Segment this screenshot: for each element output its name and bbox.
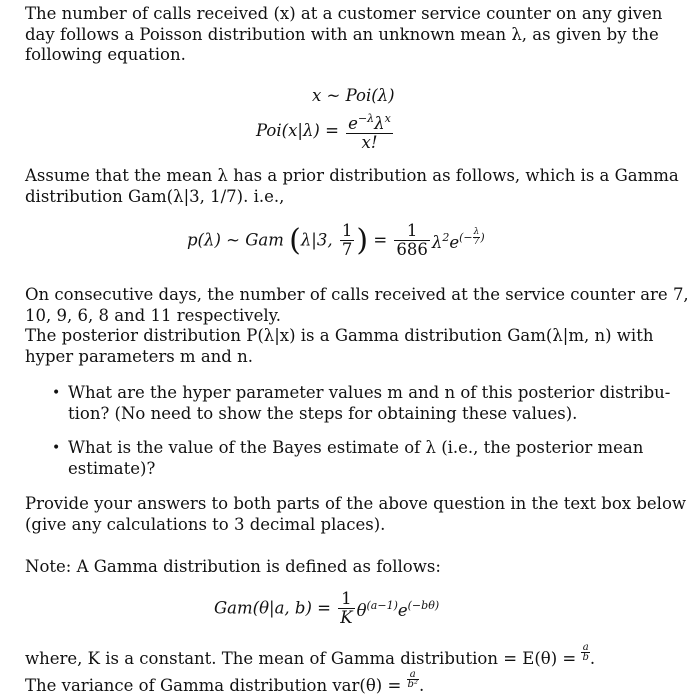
prior-gamma-equation [187,222,485,259]
note-line: Note: A Gamma distribution is defined as follows: [25,557,441,576]
fraction-denominator: K [340,608,353,627]
square-power: 2 [442,230,450,244]
fraction-denominator: 686 [396,240,428,259]
mean-line [25,643,675,670]
fraction-numerator: 1 [341,221,353,240]
note-paragraph [25,557,630,578]
poisson-equation-text: x ~ Poi(λ) [312,86,395,105]
prior-paragraph [25,166,679,207]
question-bullet-2 [68,438,644,479]
data-line: 10, 9, 6, 8 and 11 respectively. [25,305,282,325]
exp-base: e [348,114,358,133]
data-paragraph [25,285,689,367]
poisson-pmf-denominator: x! [361,133,378,152]
fraction-denominator: b² [407,678,418,690]
prior-scale-fraction [340,222,355,259]
prior-kernel [431,226,485,252]
fraction-denominator: 7 [341,240,353,259]
fraction-denominator: 7 [473,236,480,247]
prior-lhs: p(λ) ~ Gam [187,230,284,250]
prior-line: distribution Gam(λ|3, 1/7). i.e., [25,186,285,206]
fraction-numerator: 1 [338,590,354,609]
period: . [589,649,596,668]
fraction-numerator: λ [473,226,480,237]
variance-text: The variance of Gamma distribution var(θ) = [25,675,402,695]
theta-symbol: θ [356,600,367,620]
variance-fraction [407,670,419,689]
gamma-lhs: Gam(θ|a, b) = [214,598,331,618]
equals-sign: = [373,230,388,250]
poisson-pmf-fraction [346,110,393,152]
right-paren: ) [356,223,369,258]
intro-paragraph [25,4,663,66]
prior-arg: λ|3, [300,230,333,250]
instructions-line: (give any calculations to 3 decimal places). [25,514,386,534]
bullet-line: tion? (No need to show the steps for obtaining these values). [68,403,578,423]
exp-base: e [449,232,460,252]
mean-fraction [581,643,589,662]
poisson-pmf-equation [256,110,395,152]
intro-line: day follows a Poisson distribution with an unknown mean λ, as given by the [25,24,659,44]
theta-power: (a−1) [366,598,398,612]
fraction-denominator: b [582,652,589,663]
mean-text: where, K is a constant. The mean of Gamma distribution = E(θ) = [25,649,577,668]
poisson-distribution-equation [312,86,395,107]
instructions-line: Provide your answers to both parts of the above question in the text box below [25,494,687,513]
fraction-numerator: 1 [394,222,430,241]
instructions-paragraph [25,494,687,535]
intro-line: The number of calls received (x) at a customer service counter on any given [25,4,663,23]
bullet-marker: • [52,440,61,456]
exp-open: (− [459,230,473,244]
gamma-kernel [356,598,440,620]
period: . [418,675,425,695]
prior-coefficient-fraction [394,222,430,259]
poisson-pmf-lhs: Poi(x|λ) = [256,120,339,140]
data-line: On consecutive days, the number of calls received at the service counter are 7, [25,285,689,304]
gamma-definition-equation [214,590,439,627]
gamma-constant-fraction [338,590,354,627]
intro-line: following equation. [25,45,186,64]
fraction-numerator: a [407,670,419,680]
exp-power: −λ [357,112,375,125]
data-line: The posterior distribution P(λ|x) is a Gamma distribution Gam(λ|m, n) with [25,326,654,345]
data-line: hyper parameters m and n. [25,346,253,366]
footer-paragraph [25,643,675,696]
variance-line [25,670,675,697]
x-power: x [384,112,391,125]
lambda-symbol: λ [374,114,385,133]
lambda-symbol: λ [431,232,443,252]
poisson-pmf-numerator [346,110,393,134]
prior-line: Assume that the mean λ has a prior distribution as follows, which is a Gamma [25,166,679,185]
exp-power: (−bθ) [407,598,440,612]
question-bullet-1 [68,383,671,424]
bullet-line: What are the hyper parameter values m and n of this posterior distribu- [68,383,671,402]
exp-base: e [397,600,408,620]
bullet-marker: • [52,385,61,401]
bullet-line: What is the value of the Bayes estimate of λ (i.e., the posterior mean [68,438,644,457]
left-paren: ( [289,223,301,258]
fraction-numerator: a [582,642,589,653]
exp-close: ) [480,230,485,244]
bullet-line: estimate)? [68,458,156,478]
